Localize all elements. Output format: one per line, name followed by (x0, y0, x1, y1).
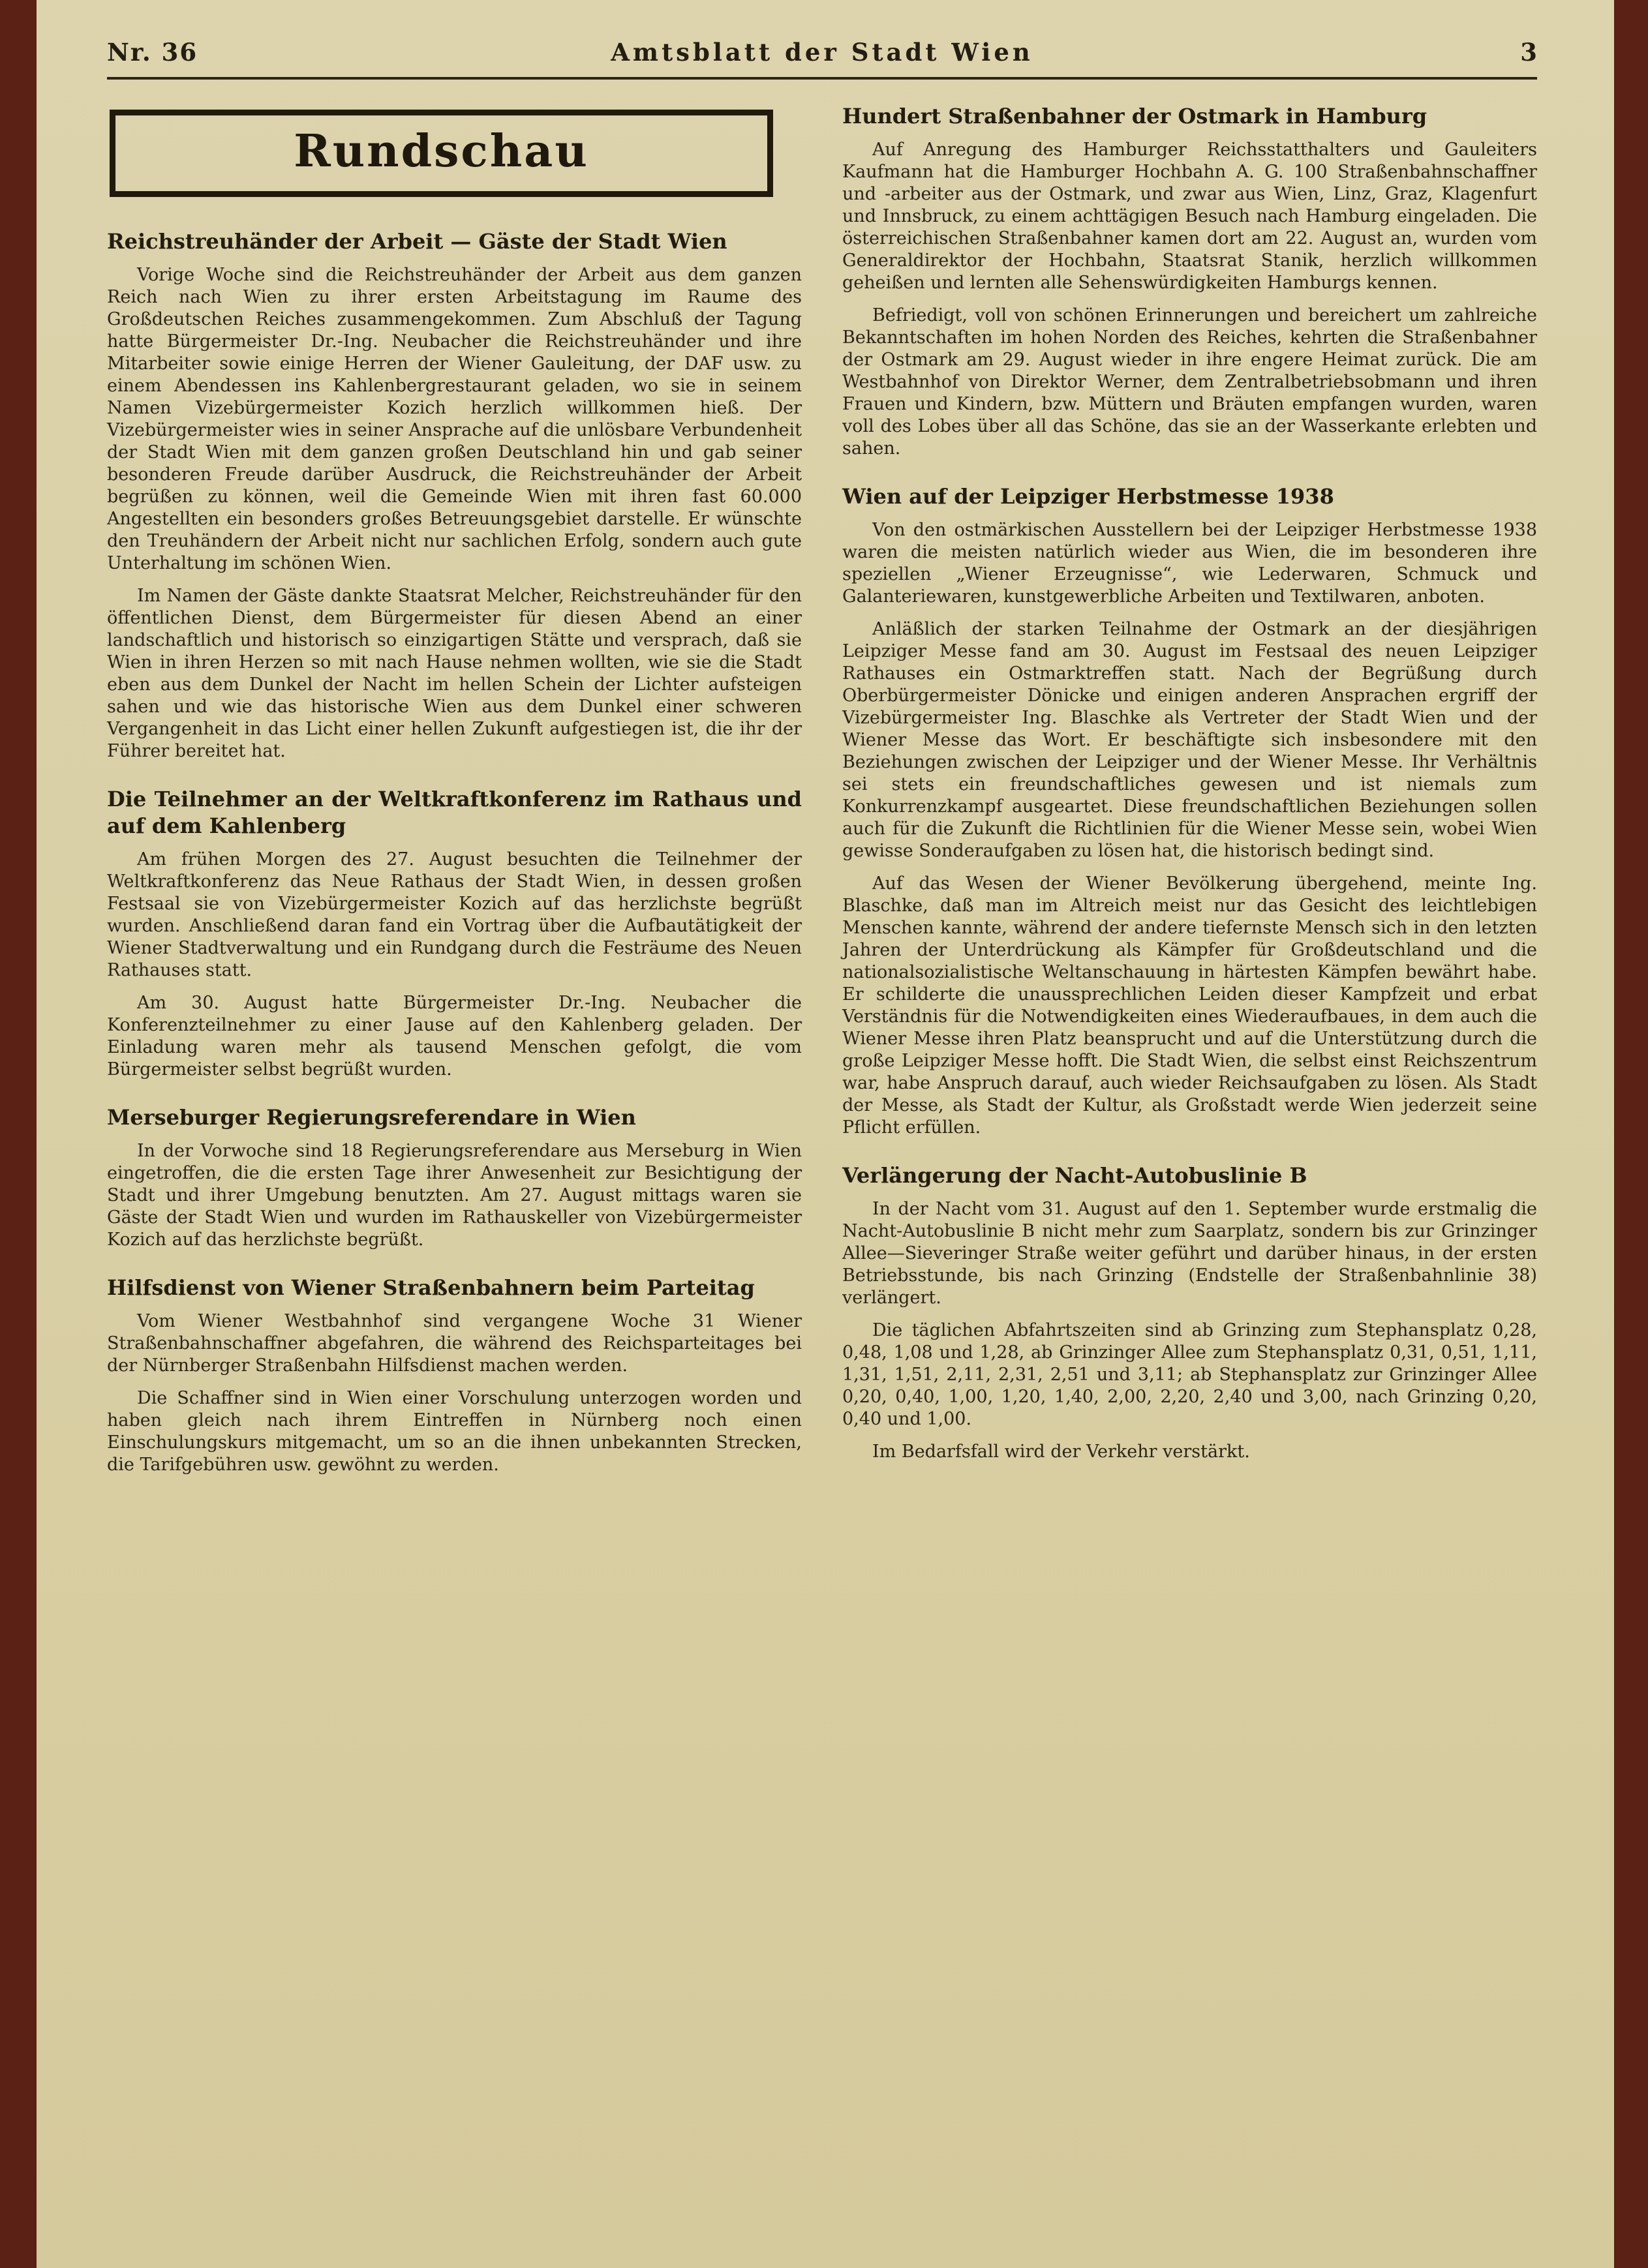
paragraph: Auf Anregung des Hamburger Reichsstatthalters und Gauleiters Kaufmann hat die Hamburger Hochbahn A. G. 100 Straßenbahnschaffner und -arbeiter aus der Ostmark, und zwar aus Wien, Linz, Graz, Klagenfurt und Innsbruck, zu einem achttägigen Besuch nach Hamburg eingeladen. Die österreichischen Straßenbahner kamen dort am 22. August an, wurden vom Generaldirektor der Hochbahn, Staatsrat Stanik, herzlich willkommen geheißen und lernten alle Sehenswürdigkeiten Hamburgs kennen. (842, 140, 1537, 293)
article-heading: Reichstreuhänder der Arbeit — Gäste der Stadt Wien (107, 229, 727, 254)
article-heading: Hundert Straßenbahner der Ostmark in Hamburg (842, 104, 1427, 129)
article-weltkraftkonferenz (107, 786, 802, 1081)
paragraph: Befriedigt, voll von schönen Erinnerungen und bereichert um zahlreiche Bekanntschaften im hohen Norden des Reiches, kehrten die Straßenbahner der Ostmark am 29. August wieder in ihre engere Heimat zurück. Die am Westbahnhof von Direktor Werner, dem Zentralbetriebsobmann und ihren Frauen und Kindern, bzw. Müttern und Bräuten empfangen wurden, waren voll des Lobes über all das Schöne, das sie an der Wasserkante erlebten und sahen. (842, 305, 1537, 459)
paragraph: Von den ostmärkischen Ausstellern bei der Leipziger Herbstmesse 1938 waren die meisten natürlich wieder aus Wien, die im besonderen ihre speziellen „Wiener Erzeugnisse“, wie Lederwaren, Schmuck und Galanteriewaren, kunstgewerbliche Arbeiten und Textilwaren, anboten. (842, 520, 1537, 607)
left-column (107, 103, 802, 1476)
article-heading: Merseburger Regierungsreferendare in Wien (107, 1105, 636, 1130)
rundschau-title: Rundschau (294, 125, 589, 177)
paragraph: Anläßlich der starken Teilnahme der Ostmark an der diesjährigen Leipziger Messe fand am 30. August im Festsaal des neuen Leipziger Rathauses ein Ostmarktreffen statt. Nach der Begrüßung durch Oberbürgermeister Dönicke und einigen anderen Ansprachen ergriff der Vizebürgermeister Ing. Blaschke als Vertreter der Stadt Wien und der Wiener Messe das Wort. Er beschäftigte sich insbesondere mit den Beziehungen zwischen der Leipziger und der Wiener Messe. Ihr Verhältnis sei stets ein freundschaftliches gewesen und ist niemals zum Konkurrenzkampf ausgeartet. Diese freundschaftlichen Beziehungen sollen auch für die Zukunft die Richtlinien für die Wiener Messe sein, wobei Wien gewisse Sonderaufgaben zu lösen hat, die historisch bedingt sind. (842, 619, 1537, 861)
header-rule (107, 77, 1537, 80)
article-merseburger-referendare (107, 1104, 802, 1251)
article-nacht-autobuslinie (842, 1162, 1537, 1463)
paragraph: Am frühen Morgen des 27. August besuchten die Teilnehmer der Weltkraftkonferenz das Neue Rathaus der Stadt Wien, in dessen großen Festsaal sie von Vizebürgermeister Kozich auf das herzlichste begrüßt wurden. Anschließend daran fand ein Vortrag über die Aufbautätigkeit der Wiener Stadtverwaltung und ein Rundgang durch die Festräume des Neuen Rathauses statt. (107, 849, 802, 980)
article-body (842, 519, 1537, 1139)
article-reichstreuhaender (107, 228, 802, 763)
paragraph: Im Namen der Gäste dankte Staatsrat Melcher, Reichstreuhänder für den öffentlichen Dienst, dem Bürgermeister für diesen Abend an einer landschaftlich und historisch so einzigartigen Stätte und versprach, daß sie Wien in ihren Herzen so mit nach Hause nehmen wollten, wie sie die Stadt eben aus dem Dunkel der Nacht im hellen Schein der Lichter aufsteigen sahen und wie das historische Wien aus dem Dunkel einer schweren Vergangenheit in das Licht einer hellen Zukunft aufgestiegen ist, die ihr der Führer bereitet hat. (107, 586, 802, 761)
article-body (842, 1198, 1537, 1463)
masthead (107, 38, 1537, 67)
article-heading: Die Teilnehmer an der Weltkraftkonferenz im Rathaus und auf dem Kahlenberg (107, 787, 802, 838)
page-title: Amtsblatt der Stadt Wien (611, 38, 1033, 67)
paragraph: Vom Wiener Westbahnhof sind vergangene Woche 31 Wiener Straßenbahnschaffner abgefahren, die während des Reichsparteitages bei der Nürnberger Straßenbahn Hilfsdienst machen werden. (107, 1311, 802, 1376)
paragraph: Die Schaffner sind in Wien einer Vorschulung unterzogen worden und haben gleich nach ihrem Eintreffen in Nürnberg noch einen Einschulungskurs mitgemacht, um so an die ihnen unbekannten Strecken, die Tarifgebühren usw. gewöhnt zu werden. (107, 1388, 802, 1475)
paragraph: Auf das Wesen der Wiener Bevölkerung übergehend, meinte Ing. Blaschke, daß man im Altreich meist nur das Gesicht des leichtlebigen Menschen kannte, während der andere tiefernste Mensch sich in den letzten Jahren der Unterdrückung als Kämpfer für Großdeutschland und die nationalsozialistische Weltanschauung in härtesten Kämpfen bewährt habe. Er schilderte die unaussprechlichen Leiden dieser Kampfzeit und erbat Verständnis für die Notwendigkeiten eines Wiederaufbaues, in dem auch die Wiener Messe ihren Platz beansprucht und auf die Unterstützung durch die große Leipziger Messe hofft. Die Stadt Wien, die selbst einst Reichszentrum war, habe Anspruch darauf, auch wieder Reichsaufgaben zu lösen. Als Stadt der Messe, als Stadt der Kultur, als Großstadt werde Wien jederzeit seine Pflicht erfüllen. (842, 873, 1537, 1138)
right-column (842, 103, 1537, 1476)
article-hilfsdienst-strassenbahner (107, 1275, 802, 1476)
article-body (107, 1310, 802, 1476)
paragraph: Am 30. August hatte Bürgermeister Dr.-Ing. Neubacher die Konferenzteilnehmer zu einer Jause auf den Kahlenberg geladen. Der Einladung waren mehr als tausend Menschen gefolgt, die vom Bürgermeister selbst begrüßt wurden. (107, 993, 802, 1080)
article-body (107, 264, 802, 763)
article-strassenbahner-hamburg (842, 103, 1537, 460)
columns (107, 103, 1537, 1476)
article-leipziger-herbstmesse (842, 483, 1537, 1139)
page-number: 3 (1520, 38, 1537, 67)
article-heading: Hilfsdienst von Wiener Straßenbahnern beim Parteitag (107, 1275, 755, 1300)
article-body (107, 1140, 802, 1251)
paragraph: In der Vorwoche sind 18 Regierungsreferendare aus Merseburg in Wien eingetroffen, die die ersten Tage ihrer Anwesenheit zur Besichtigung der Stadt und ihrer Umgebung benutzten. Am 27. August mittags waren sie Gäste der Stadt Wien und wurden im Rathauskeller von Vizebürgermeister Kozich auf das herzlichste begrüßt. (107, 1141, 802, 1250)
rundschau-box (110, 110, 773, 197)
article-body (107, 849, 802, 1081)
paragraph: Die täglichen Abfahrtszeiten sind ab Grinzing zum Stephansplatz 0,28, 0,48, 1,08 und 1,28, ab Grinzinger Allee zum Stephansplatz 0,31, 0,51, 1,11, 1,31, 1,51, 2,11, 2,31, 2,51 und 3,11; ab Stephansplatz zur Grinzinger Allee 0,20, 0,40, 1,00, 1,20, 1,40, 2,00, 2,20, 2,40 und 3,00, nach Grinzing 0,20, 0,40 und 1,00. (842, 1320, 1537, 1429)
paragraph: In der Nacht vom 31. August auf den 1. September wurde erstmalig die Nacht-Autobuslinie B nicht mehr zum Saarplatz, sondern bis zur Grinzinger Allee—Sieveringer Straße weiter geführt und darüber hinaus, in der ersten Betriebsstunde, bis nach Grinzing (Endstelle der Straßenbahnlinie 38) verlängert. (842, 1199, 1537, 1308)
article-heading: Wien auf der Leipziger Herbstmesse 1938 (842, 484, 1334, 509)
article-body (842, 139, 1537, 460)
issue-number: Nr. 36 (107, 38, 198, 67)
newspaper-page (37, 0, 1614, 2268)
paragraph: Im Bedarfsfall wird der Verkehr verstärkt. (872, 1442, 1250, 1462)
article-heading: Verlängerung der Nacht-Autobuslinie B (842, 1163, 1307, 1188)
paragraph: Vorige Woche sind die Reichstreuhänder der Arbeit aus dem ganzen Reich nach Wien zu ihrer ersten Arbeitstagung im Raume des Großdeutschen Reiches zusammengekommen. Zum Abschluß der Tagung hatte Bürgermeister Dr.-Ing. Neubacher die Reichstreuhänder und ihre Mitarbeiter sowie einige Herren der Wiener Gauleitung, der DAF usw. zu einem Abendessen ins Kahlenbergrestaurant geladen, wo sie in seinem Namen Vizebürgermeister Kozich herzlich willkommen hieß. Der Vizebürgermeister wies in seiner Ansprache auf die unlösbare Verbundenheit der Stadt Wien mit dem ganzen großen Deutschland hin und gab seiner besonderen Freude darüber Ausdruck, die Reichstreuhänder der Arbeit begrüßen zu können, weil die Gemeinde Wien mit ihren fast 60.000 Angestellten ein besonders großes Betreuungsgebiet darstelle. Er wünschte den Treuhändern der Arbeit nicht nur sachlichen Erfolg, sondern auch gute Unterhaltung im schönen Wien. (107, 265, 802, 573)
